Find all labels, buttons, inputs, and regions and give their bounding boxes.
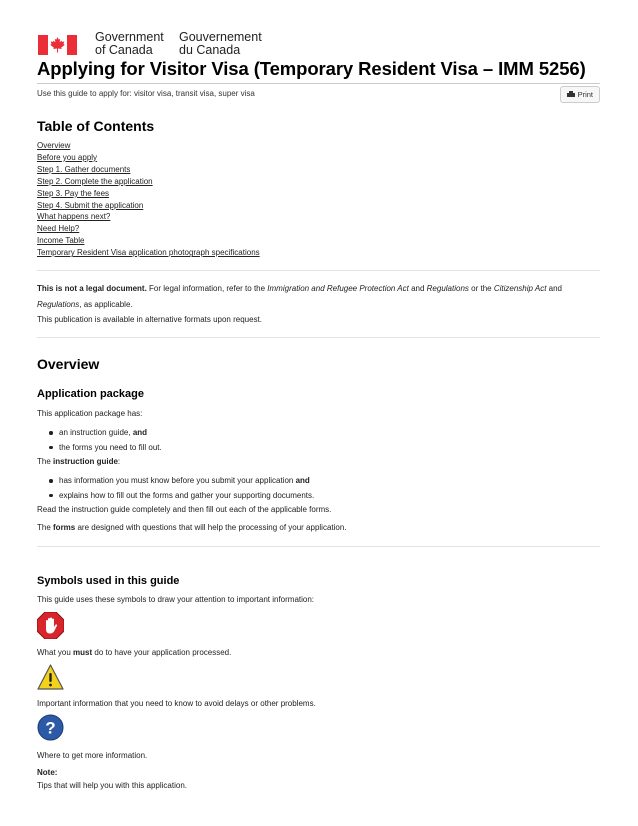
printer-icon — [567, 91, 575, 98]
list-item: an instruction guide, and — [37, 426, 162, 441]
wordmark-fr-line2: du Canada — [179, 43, 241, 57]
toc-item — [37, 235, 260, 247]
toc-item — [37, 188, 260, 200]
toc-item — [37, 140, 260, 152]
toc-heading: Table of Contents — [37, 118, 155, 134]
package-list — [37, 426, 162, 455]
note-text: Tips that will help you with this application. — [37, 781, 187, 790]
alternative-formats-note: This publication is available in alternative formats upon request. — [37, 315, 263, 324]
question-mark-icon — [37, 714, 64, 741]
page-title: Applying for Visitor Visa (Temporary Resident Visa – IMM 5256) — [37, 58, 586, 79]
regulations-name: Regulations — [426, 284, 469, 293]
symbols-intro: This guide uses these symbols to draw your attention to important information: — [37, 595, 315, 604]
warning-icon — [37, 664, 64, 691]
legal-notice — [37, 281, 597, 313]
read-guide-text: Read the instruction guide completely and then fill out each of the applicable forms. — [37, 505, 332, 514]
act-name: Immigration and Refugee Protection Act — [267, 284, 409, 293]
toc-item — [37, 223, 260, 235]
toc-link-photo-specs[interactable]: Temporary Resident Visa application photograph specifications — [37, 248, 260, 258]
toc-item — [37, 152, 260, 164]
section-divider — [37, 546, 600, 547]
list-item: the forms you need to fill out. — [37, 441, 162, 456]
title-divider — [37, 83, 600, 84]
legal-notice-bold: This is not a legal document. — [37, 284, 147, 293]
stop-description: What you must do to have your application processed. — [37, 648, 232, 657]
wordmark-english — [95, 31, 164, 57]
legal-text: For legal information, refer to the — [146, 284, 268, 293]
toc-item — [37, 247, 260, 259]
forms-text: The forms are designed with questions that will help the processing of your application. — [37, 523, 347, 532]
section-divider — [37, 270, 600, 271]
print-button-label: Print — [577, 90, 593, 99]
toc-link-step-4[interactable]: Step 4. Submit the application — [37, 200, 144, 210]
list-item: has information you must know before you submit your application and — [37, 474, 314, 489]
toc-link-income-table[interactable]: Income Table — [37, 236, 85, 246]
wordmark-en-line1: Government — [95, 30, 164, 44]
svg-text:?: ? — [45, 718, 56, 738]
toc-link-step-3[interactable]: Step 3. Pay the fees — [37, 188, 110, 198]
note-label: Note: — [37, 768, 58, 777]
wordmark-en-line2: of Canada — [95, 43, 153, 57]
info-description: Where to get more information. — [37, 751, 148, 760]
toc-list — [37, 140, 260, 259]
toc-link-step-1[interactable]: Step 1. Gather documents — [37, 164, 131, 174]
page-subtitle: Use this guide to apply for: visitor visa, transit visa, super visa — [37, 89, 255, 98]
section-divider — [37, 337, 600, 338]
toc-link-before-you-apply[interactable]: Before you apply — [37, 152, 98, 162]
print-button[interactable] — [560, 86, 600, 103]
list-item: explains how to fill out the forms and gather your supporting documents. — [37, 489, 314, 504]
toc-item — [37, 164, 260, 176]
toc-link-what-happens-next[interactable]: What happens next? — [37, 212, 111, 222]
toc-item — [37, 200, 260, 212]
wordmark-fr-line1: Gouvernement — [179, 30, 262, 44]
legal-text: and — [408, 284, 427, 293]
wordmark-french — [179, 31, 262, 57]
guide-list — [37, 474, 314, 503]
government-header — [37, 30, 600, 60]
legal-text: , as applicable. — [79, 300, 133, 309]
instruction-guide-intro: The instruction guide: — [37, 457, 121, 466]
toc-item — [37, 211, 260, 223]
legal-text: or the — [468, 284, 494, 293]
toc-link-overview[interactable]: Overview — [37, 141, 71, 150]
package-intro: This application package has: — [37, 409, 143, 418]
symbols-heading: Symbols used in this guide — [37, 575, 180, 587]
application-package-heading: Application package — [37, 388, 144, 400]
warning-description: Important information that you need to know to avoid delays or other problems. — [37, 699, 316, 708]
toc-item — [37, 176, 260, 188]
stop-hand-icon — [37, 612, 64, 639]
legal-text: and — [546, 284, 563, 293]
toc-link-need-help[interactable]: Need Help? — [37, 224, 80, 234]
toc-link-step-2[interactable]: Step 2. Complete the application — [37, 176, 153, 186]
regulations-name: Regulations — [37, 300, 80, 309]
citizenship-act-name: Citizenship Act — [493, 284, 547, 293]
overview-heading: Overview — [37, 356, 100, 372]
canada-flag-icon — [38, 35, 77, 55]
